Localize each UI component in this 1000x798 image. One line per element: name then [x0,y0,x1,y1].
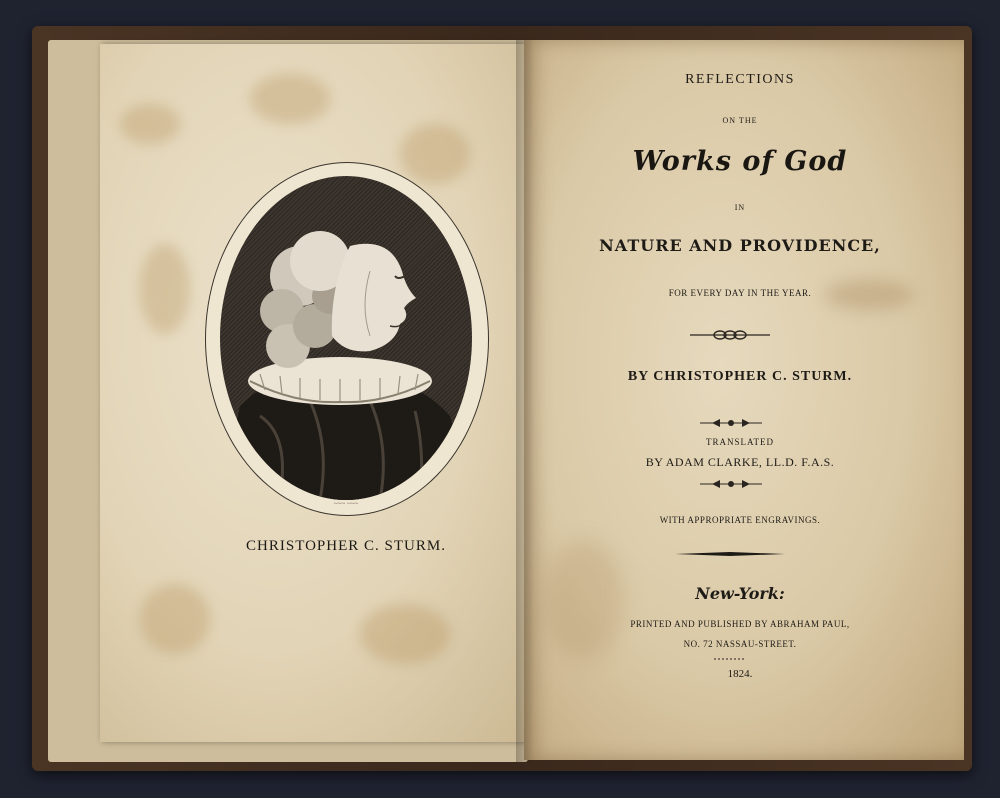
ornament-rule-1 [690,328,770,342]
portrait-engraving [220,176,472,500]
imprint-address: NO. 72 NASSAU-STREET. [683,639,797,649]
imprint-year: 1824. [727,668,753,680]
portrait-figure [220,176,472,500]
title-works-of-god: Works of God [632,146,848,177]
ornament-thick-rule [675,551,785,557]
ornament-rule-2 [700,417,762,429]
title-reflections: REFLECTIONS [685,72,795,87]
portrait-caption: CHRISTOPHER C. STURM. [246,538,446,554]
engraver-signature: ~~~ ~~~ [333,500,359,508]
translator-line: BY ADAM CLARKE, LL.D. F.A.S. [645,455,835,469]
title-nature-and-providence: NATURE AND PROVIDENCE, [599,236,881,255]
ornament-rule-3 [700,478,762,490]
engravings-line: WITH APPROPRIATE ENGRAVINGS. [659,515,821,525]
translated-label: TRANSLATED [706,437,774,447]
title-in: IN [734,203,746,212]
book-gutter [516,40,534,762]
imprint-city: New-York: [695,584,785,603]
author-line: BY CHRISTOPHER C. STURM. [627,369,853,384]
imprint-printer: PRINTED AND PUBLISHED BY ABRAHAM PAUL, [630,619,850,629]
title-every-day: FOR EVERY DAY IN THE YEAR. [668,288,812,298]
title-on-the: ON THE [722,116,758,125]
ornament-dots [714,657,746,661]
